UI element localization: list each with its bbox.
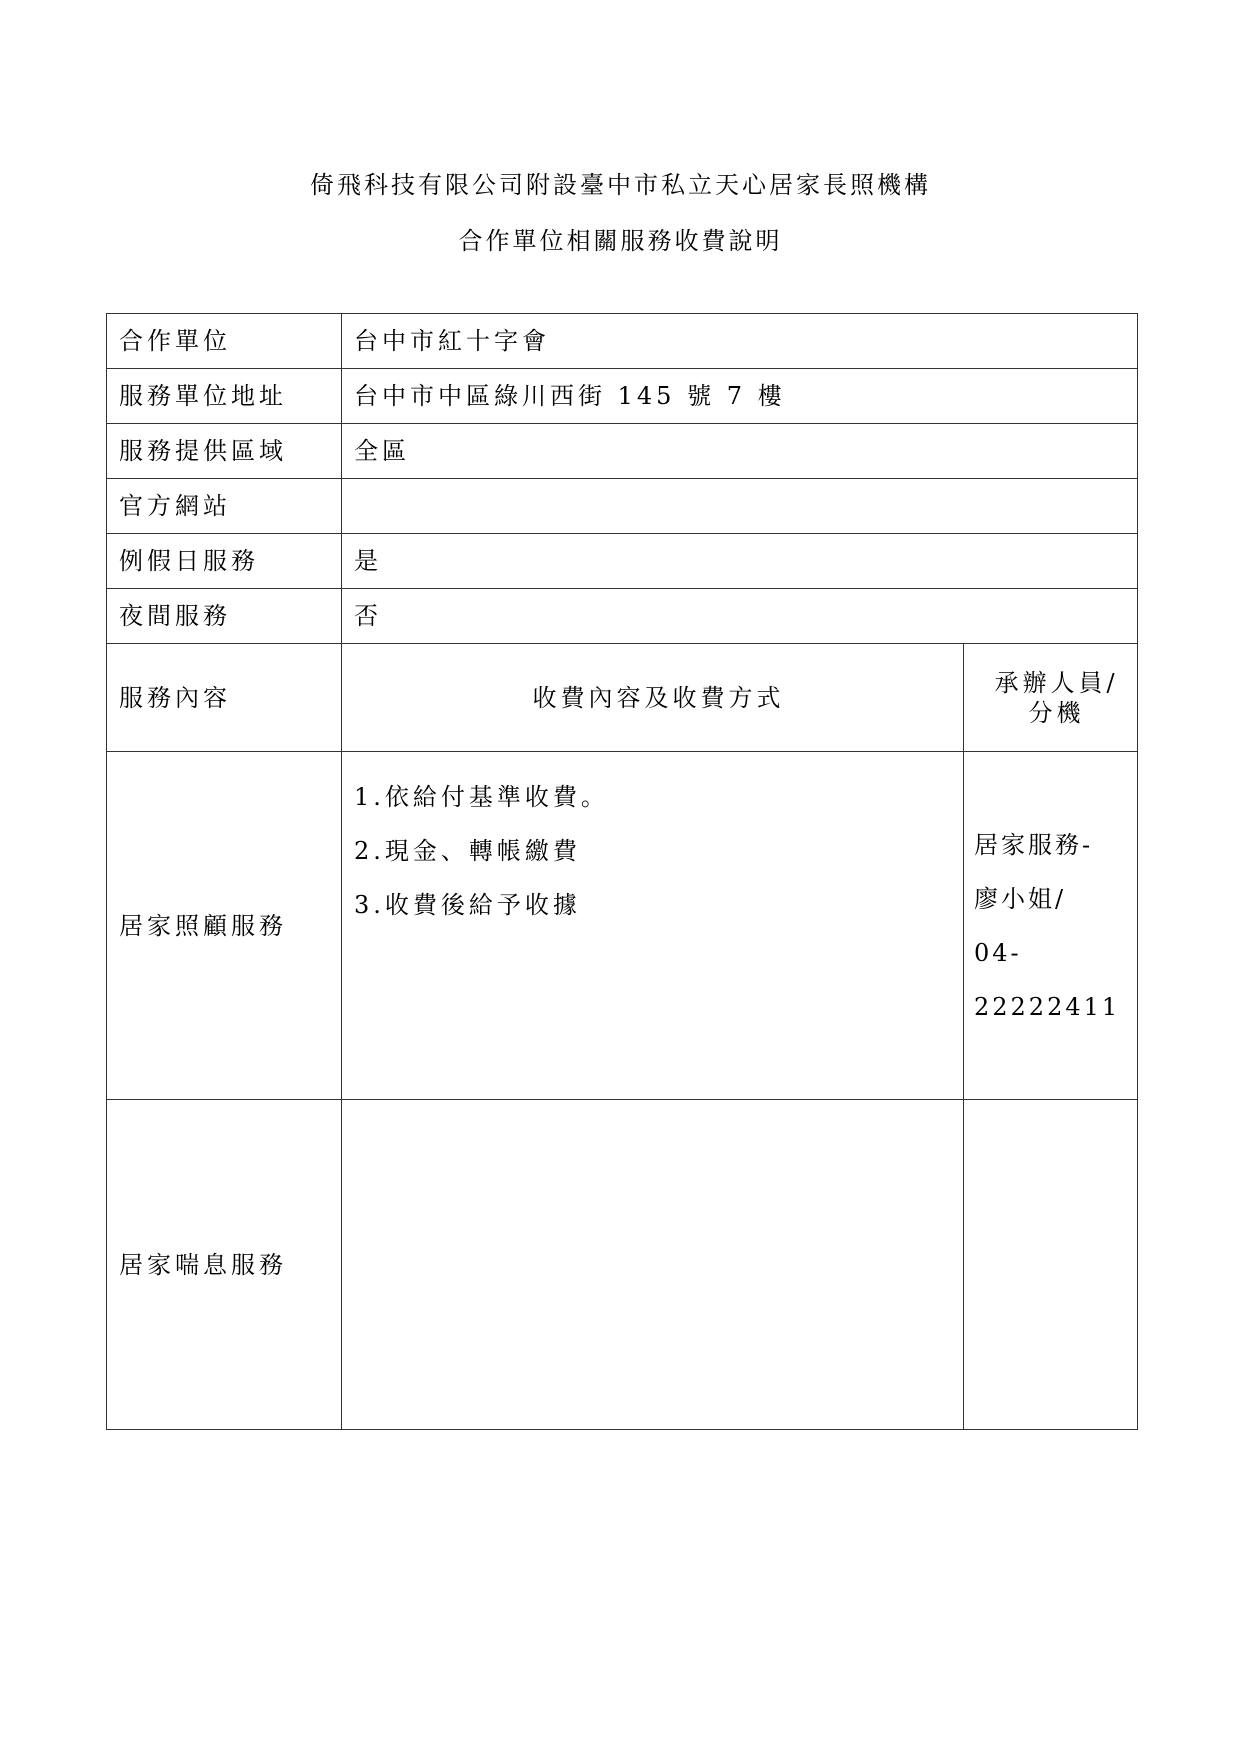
- contact-line: 廖小姐/: [974, 884, 1067, 913]
- info-value: 是: [342, 534, 1138, 589]
- info-value: [342, 479, 1138, 534]
- header-contact-line1: 承辦人員/: [994, 668, 1119, 697]
- info-label: 合作單位: [107, 314, 342, 369]
- header-service: 服務內容: [107, 644, 342, 752]
- info-label: 夜間服務: [107, 589, 342, 644]
- info-row-website: [107, 479, 1138, 534]
- contact-info: [964, 752, 1138, 1100]
- info-row-partner: [107, 314, 1138, 369]
- fee-line: 3.收費後給予收據: [354, 891, 581, 919]
- document-subtitle: 合作單位相關服務收費說明: [458, 227, 783, 255]
- fee-line: 1.依給付基準收費。: [354, 783, 609, 811]
- contact-line: 居家服務-: [974, 830, 1094, 859]
- service-row-home-care: [107, 752, 1138, 1100]
- service-name: 居家照顧服務: [107, 752, 342, 1100]
- info-value: 全區: [342, 424, 1138, 479]
- contact-line: 22222411: [974, 992, 1121, 1021]
- info-label: 服務提供區域: [107, 424, 342, 479]
- contact-info: [964, 1100, 1138, 1430]
- info-row-address: [107, 369, 1138, 424]
- info-label: 官方網站: [107, 479, 342, 534]
- service-row-respite: [107, 1100, 1138, 1430]
- info-label: 服務單位地址: [107, 369, 342, 424]
- info-row-holiday: [107, 534, 1138, 589]
- info-value: 台中市中區綠川西街 145 號 7 樓: [342, 369, 1138, 424]
- header-contact-line2: 分機: [1028, 698, 1085, 727]
- header-contact: [964, 644, 1138, 752]
- info-value: 否: [342, 589, 1138, 644]
- service-name: 居家喘息服務: [107, 1100, 342, 1430]
- fee-table: [106, 313, 1138, 1430]
- table-header-row: [107, 644, 1138, 752]
- fee-line: 2.現金、轉帳繳費: [354, 837, 581, 865]
- header-fee: 收費內容及收費方式: [342, 644, 964, 752]
- document-title: 倚飛科技有限公司附設臺中市私立天心居家長照機構: [310, 171, 931, 199]
- contact-line: 04-: [974, 938, 1022, 967]
- fee-description: [342, 1100, 964, 1430]
- info-row-area: [107, 424, 1138, 479]
- info-row-night: [107, 589, 1138, 644]
- fee-description: [342, 752, 964, 1100]
- info-value: 台中市紅十字會: [342, 314, 1138, 369]
- info-label: 例假日服務: [107, 534, 342, 589]
